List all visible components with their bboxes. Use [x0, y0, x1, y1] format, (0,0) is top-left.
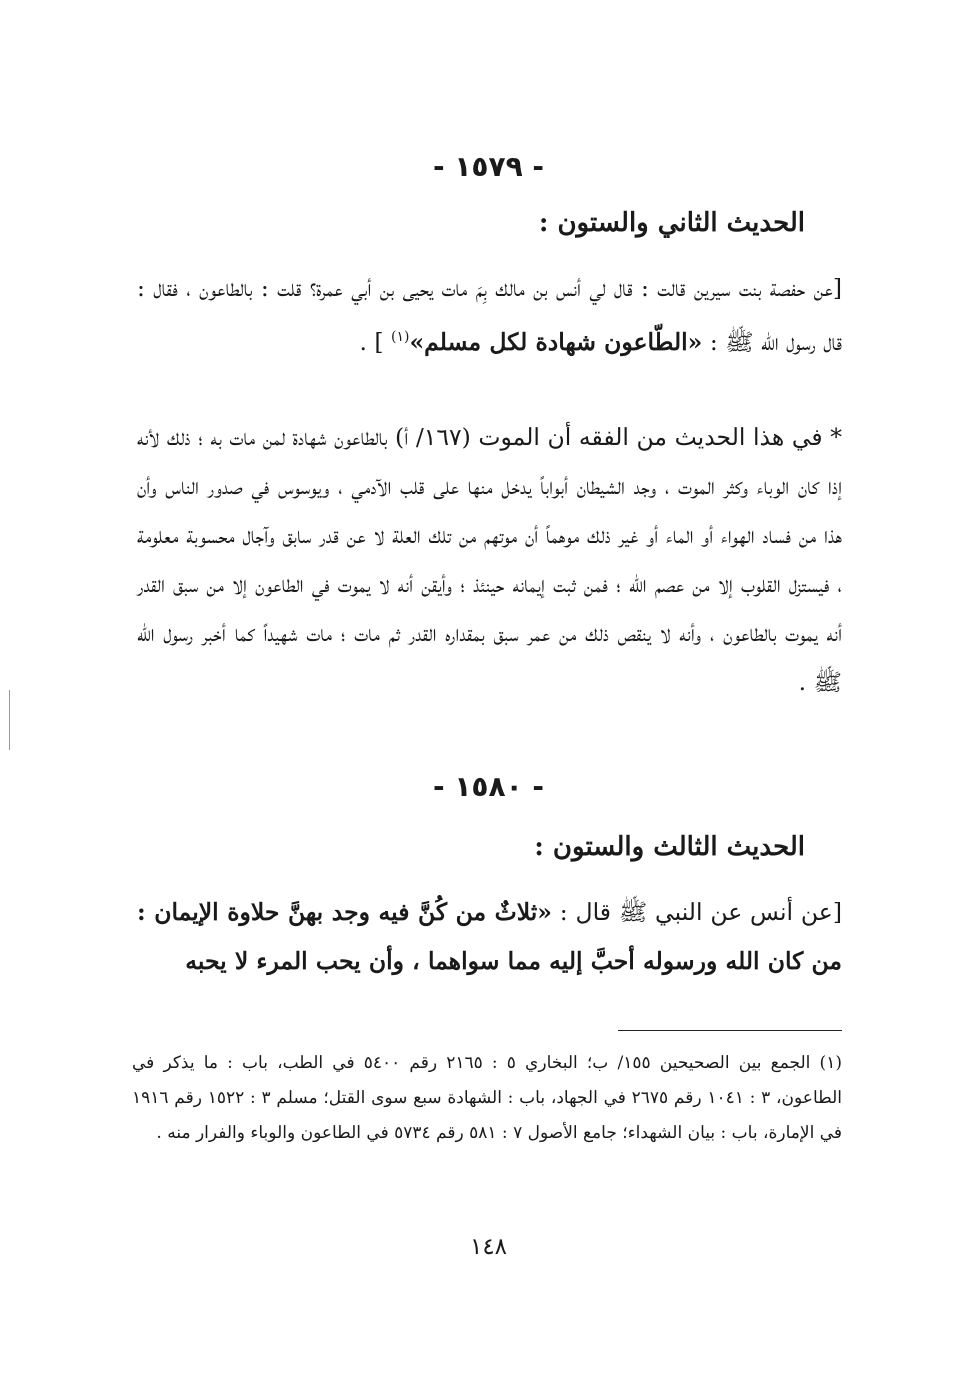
footnote-1: (١) الجمع بين الصحيحين ١٥٥/ ب؛ البخاري ٥ : ٢١٦٥ رقم ٥٤٠٠ في الطب، باب : ما يذكر في الطاعون، ٣ : ١٠٤١ رقم ٢٦٧٥ في الجهاد، باب : الشهادة سبع سوى القتل؛ مسلم ٣ : ١٥٢٢ رقم ١٩١٦ في الإمارة، باب : بيان الشهداء؛ جامع الأصول ٧ : ٥٨١ رقم ٥٧٣٤ في الطاعون والوباء والفرار منه . — [132, 1053, 842, 1143]
footnote-divider — [618, 1030, 842, 1031]
page-number: ١٤٨ — [469, 1234, 508, 1260]
hadith-62-body: [عن حفصة بنت سيرين قالت : قال لي أنس بن مالك بِمَ مات يحيى بن أبي عمرة؟ قلت : بالطاعون ، فقال : قال رسول الله ﷺ : — [137, 274, 842, 356]
commentary-62: * في هذا الحديث من الفقه أن الموت (١٦٧/ أ) بالطاعون شهادة لمن مات به ؛ ذلك لأنه إذا كان الوباء وكثر الموت ، وجد الشيطان أبواباً يدخل منها على قلب الآدمي ، ويوسوس في صدور الناس وأن هذا من فساد الهواء أو الماء أو غير ذلك موهماً أن موتهم من تلك العلة لا عن قدر سابق وآجال محسوبة معلومة ، فيستزل القلوب إلا من عصم الله ؛ فمن ثبت إيمانه حينئذ ؛ وأيقن أنه لا يموت في الطاعون إلا من سبق القدر أنه يموت بالطاعون ، وأنه لا ينقص ذلك من عمر سبق بمقداره القدر ثم مات ؛ مات شهيداً كما أخبر رسول الله ﷺ . — [137, 423, 842, 696]
hadith-62-quote: «الطّاعون شهادة لكل مسلم» — [409, 327, 703, 356]
section-title-62: الحديث الثاني والستون : — [538, 208, 805, 238]
scan-margin-line — [9, 690, 10, 750]
footnote-marker: (١) — [391, 329, 410, 345]
hadith-63-quote: «ثلاثٌ من كُنَّ فيه وجد بهنَّ حلاوة الإيمان : من كان الله ورسوله أحبَّ إليه مما سواهما ، وأن يحب المرء لا يحبه — [137, 898, 842, 975]
hadith-62-end: ] . — [359, 327, 392, 356]
section-title-63: الحديث الثالث والستون : — [534, 832, 805, 862]
hadith-number-1580: - ١٥٨٠ - — [432, 770, 545, 803]
hadith-63-intro: [عن أنس عن النبي ﷺ قال : — [559, 898, 842, 926]
hadith-number-1579: - ١٥٧٩ - — [432, 150, 545, 183]
hadith-63-text — [137, 888, 842, 986]
hadith-62-text — [137, 264, 842, 367]
